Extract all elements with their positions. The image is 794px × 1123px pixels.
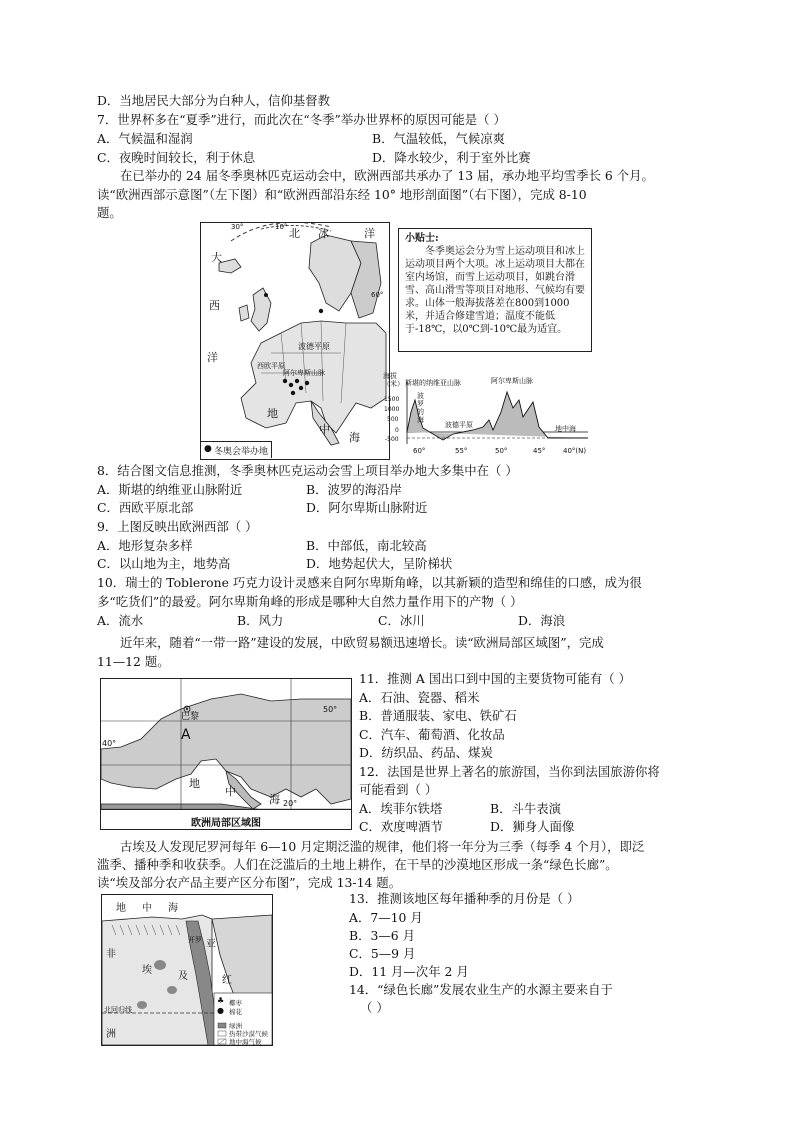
q9-option-a[interactable]: A．地形复杂多样 <box>97 538 193 553</box>
q11-option-d[interactable]: D．纺织品、药品、煤炭 <box>359 745 493 760</box>
q11-option-c[interactable]: C．汽车、葡萄酒、化妆品 <box>359 727 505 742</box>
profile-ytick-0: 0 <box>395 427 399 434</box>
map3-label-hai: 海 <box>168 903 178 914</box>
western-europe-map-svg <box>201 223 389 459</box>
profile-label-scandinavia: 斯堪的纳维亚山脉 <box>405 379 461 387</box>
map2-caption: 欧洲局部区域图 <box>191 818 261 829</box>
q10-stem-line1: 10．瑞士的 Toblerone 巧克力设计灵感来自阿尔卑斯角峰，以其新颖的造型和绵佳的口感，成为很 <box>97 575 642 590</box>
q14-stem-line2: （ ） <box>360 1000 389 1015</box>
map1-label-west-europe-plain: 西欧平原 <box>257 362 285 370</box>
q7-stem: 7．世界杯多在“夏季”进行，而此次在“冬季”举办世界杯的原因可能是（ ） <box>97 112 506 127</box>
q10-option-d[interactable]: D．海浪 <box>518 613 566 628</box>
q6-option-d: D．当地居民大部分为白种人，信仰基督教 <box>97 93 330 108</box>
western-europe-map <box>200 222 390 460</box>
map3-label-hong: 红 <box>222 975 232 986</box>
map1-label-yang-west: 洋 <box>207 351 218 364</box>
q7-option-c[interactable]: C．夜晚时间较长，利于休息 <box>97 150 256 165</box>
passage-11-12-line1: 近年来，随着“一带一路”建设的发展，中欧贸易额迅速增长。读“欧洲局部区域图”，完成 <box>120 635 604 650</box>
q8-option-c[interactable]: C．西欧平原北部 <box>97 500 194 515</box>
profile-xtick-60: 60° <box>413 447 426 455</box>
q8-option-d[interactable]: D．阿尔卑斯山脉附近 <box>306 500 428 515</box>
map1-lon-10: 10° <box>275 223 288 231</box>
map3-legend-cotton: 棉花 <box>229 1008 242 1016</box>
map3-legend-mediterranean: 地中海气候 <box>229 1038 262 1046</box>
map1-label-yang-north: 洋 <box>364 227 375 240</box>
profile-ytick-1000: 1000 <box>384 406 400 413</box>
map1-lon-30: 30° <box>231 223 244 231</box>
cotton-icon: ● <box>217 1006 224 1015</box>
map3-label-zhou: 洲 <box>106 1029 116 1040</box>
map3-label-ya: 亚 <box>206 939 216 950</box>
q14-stem-line1: 14．“绿色长廊”发展农业生产的水源主要来自于 <box>349 982 613 997</box>
map1-label-xi: 西 <box>209 299 220 312</box>
map1-label-da: 大 <box>211 251 222 264</box>
map1-label-di: 地 <box>267 407 278 420</box>
passage-8-10-line3: 题。 <box>97 205 122 220</box>
date-palm-icon: ♣ <box>217 996 225 1005</box>
q9-option-d[interactable]: D．地势起伏大，呈阶梯状 <box>306 556 453 571</box>
map1-label-bei: 北 <box>289 227 300 240</box>
q13-option-b[interactable]: B．3—6 月 <box>349 928 415 943</box>
map1-label-bode-plain: 波德平原 <box>298 342 330 351</box>
map3-label-ji: 及 <box>178 971 188 982</box>
map3-legend-date-palm: 椰枣 <box>229 999 242 1007</box>
map2-grid-40: 40° <box>102 739 117 748</box>
europe-regional-map <box>100 678 352 830</box>
map3-legend-desert: 热带沙漠气候 <box>229 1030 268 1038</box>
q7-option-b[interactable]: B．气温较低，气候凉爽 <box>372 131 506 146</box>
passage-13-14-line2: 滥季、播种季和收获季。人们在泛滥后的土地上耕作，在干旱的沙漠地区形成一条“绿色长廊”。 <box>97 857 618 872</box>
passage-8-10-line2: 读“欧洲西部示意图”（左下图）和“欧洲西部沿东经 10° 地形剖面图”（右下图），完成 8-10 <box>97 187 587 202</box>
tip-body: 冬季奥运会分为雪上运动项目和冰上运动项目两个大项。冰上运动项目大都在室内场馆，而雪上运动项目，如跳台滑雪、高山滑雪等项目对地形、气候均有要求。山体一般海拔落差在800到1000米，并适合修建雪道；温度不能低于-18℃，以0℃到-10℃最为适宜。 <box>405 246 585 335</box>
map1-label-zhong: 中 <box>319 423 330 436</box>
q9-option-b[interactable]: B．中部低，南北较高 <box>306 538 427 553</box>
profile-label-alps: 阿尔卑斯山脉 <box>491 377 533 385</box>
map2-grid-20: 20° <box>283 799 298 808</box>
map3-label-zhong: 中 <box>142 903 152 914</box>
q13-option-c[interactable]: C．5—9 月 <box>349 946 416 961</box>
map2-label-hai: 海 <box>269 793 280 806</box>
profile-ytick-neg500: -500 <box>385 436 399 443</box>
venue-legend-icon: ● <box>204 444 212 454</box>
q11-option-a[interactable]: A．石油、瓷器、稻米 <box>359 690 480 705</box>
map2-label-country-a: A <box>181 727 191 743</box>
q9-option-c[interactable]: C．以山地为主，地势高 <box>97 556 231 571</box>
passage-8-10-line1: 在已举办的 24 届冬季奥林匹克运动会中，欧洲西部共承办了 13 届，承办地平均雪季长 6 个月。 <box>120 168 654 183</box>
map3-label-fei: 非 <box>106 949 116 960</box>
q10-stem-line2: 多“吃货们”的最爱。阿尔卑斯角峰的形成是哪种大自然力量作用下的产物（ ） <box>97 594 523 609</box>
q7-option-d[interactable]: D．降水较少，利于室外比赛 <box>372 150 531 165</box>
map3-label-cairo: 开罗 <box>188 936 202 944</box>
profile-ytick-500: 500 <box>387 416 399 423</box>
profile-xtick-40: 40°(N) <box>563 447 587 455</box>
q11-option-b[interactable]: B．普通服装、家电、铁矿石 <box>359 708 517 723</box>
profile-xtick-55: 55° <box>455 447 468 455</box>
tip-box <box>398 228 592 352</box>
q13-option-d[interactable]: D．11 月—次年 2 月 <box>349 964 469 979</box>
q13-stem: 13．推测该地区每年播种季的月份是（ ） <box>349 891 580 906</box>
map2-label-zhong: 中 <box>225 785 236 798</box>
q13-option-a[interactable]: A．7—10 月 <box>349 910 423 925</box>
profile-ylabel: 海拔（米） <box>383 372 404 388</box>
q11-stem: 11．推测 A 国出口到中国的主要货物可能有（ ） <box>359 671 631 686</box>
map1-lat-60: 60° <box>371 291 384 299</box>
profile-chart <box>383 372 593 460</box>
q8-stem: 8．结合图文信息推测，冬季奥林匹克运动会雪上项目举办地大多集中在（ ） <box>97 463 518 478</box>
q10-option-b[interactable]: B．风力 <box>237 613 284 628</box>
q12-option-c[interactable]: C．欢度啤酒节 <box>359 819 443 834</box>
map3-legend-oasis: 绿洲 <box>229 1022 242 1030</box>
q7-option-a[interactable]: A．气候温和湿润 <box>97 131 193 146</box>
egypt-agriculture-map <box>101 894 273 1046</box>
q8-option-a[interactable]: A．斯堪的纳维亚山脉附近 <box>97 482 243 497</box>
profile-ytick-1500: 1500 <box>384 396 400 403</box>
passage-13-14-line3: 读“埃及部分农产品主要产区分布图”，完成 13-14 题。 <box>97 875 402 890</box>
map1-label-bing: 冰 <box>318 227 329 240</box>
map3-label-di: 地 <box>116 903 126 914</box>
q12-option-d[interactable]: D．狮身人面像 <box>490 819 575 834</box>
tip-title: 小贴士: <box>405 233 439 244</box>
q10-option-c[interactable]: C．冰川 <box>378 613 425 628</box>
map2-grid-50: 50° <box>323 705 338 714</box>
map2-label-paris: 巴黎 <box>181 712 200 722</box>
map1-legend-label: 冬奥会举办地 <box>214 447 269 457</box>
q12-stem-line2: 可能看到（ ） <box>359 782 438 797</box>
map1-label-alps: 阿尔卑斯山脉 <box>283 369 325 377</box>
q12-option-b[interactable]: B．斗牛表演 <box>490 801 562 816</box>
map3-label-ai: 埃 <box>142 965 152 976</box>
profile-label-bode: 波德平原 <box>445 421 473 429</box>
profile-label-baltic: 波罗的海 <box>417 392 424 424</box>
q10-option-a[interactable]: A．流水 <box>97 613 144 628</box>
passage-11-12-line2: 11—12 题。 <box>97 654 170 669</box>
map3-label-tropic: 北回归线 <box>104 1006 132 1014</box>
passage-13-14-line1: 古埃及人发现尼罗河每年 6—10 月定期泛滥的规律，他们将一年分为三季（每季 4 个月），即泛 <box>120 839 645 854</box>
profile-label-mediterranean: 地中海 <box>555 425 576 433</box>
q12-stem-line1: 12．法国是世界上著名的旅游国，当你到法国旅游你将 <box>359 764 660 779</box>
europe-regional-svg <box>101 679 351 829</box>
q12-option-a[interactable]: A．埃菲尔铁塔 <box>359 801 443 816</box>
profile-xtick-50: 50° <box>495 447 508 455</box>
map2-caption-bar <box>101 809 351 830</box>
profile-xtick-45: 45° <box>533 447 546 455</box>
map1-legend <box>201 441 272 458</box>
q9-stem: 9．上图反映出欧洲西部（ ） <box>97 519 258 534</box>
map1-label-hai: 海 <box>349 431 360 444</box>
map2-label-di: 地 <box>189 777 200 790</box>
q8-option-b[interactable]: B．波罗的海沿岸 <box>306 482 402 497</box>
